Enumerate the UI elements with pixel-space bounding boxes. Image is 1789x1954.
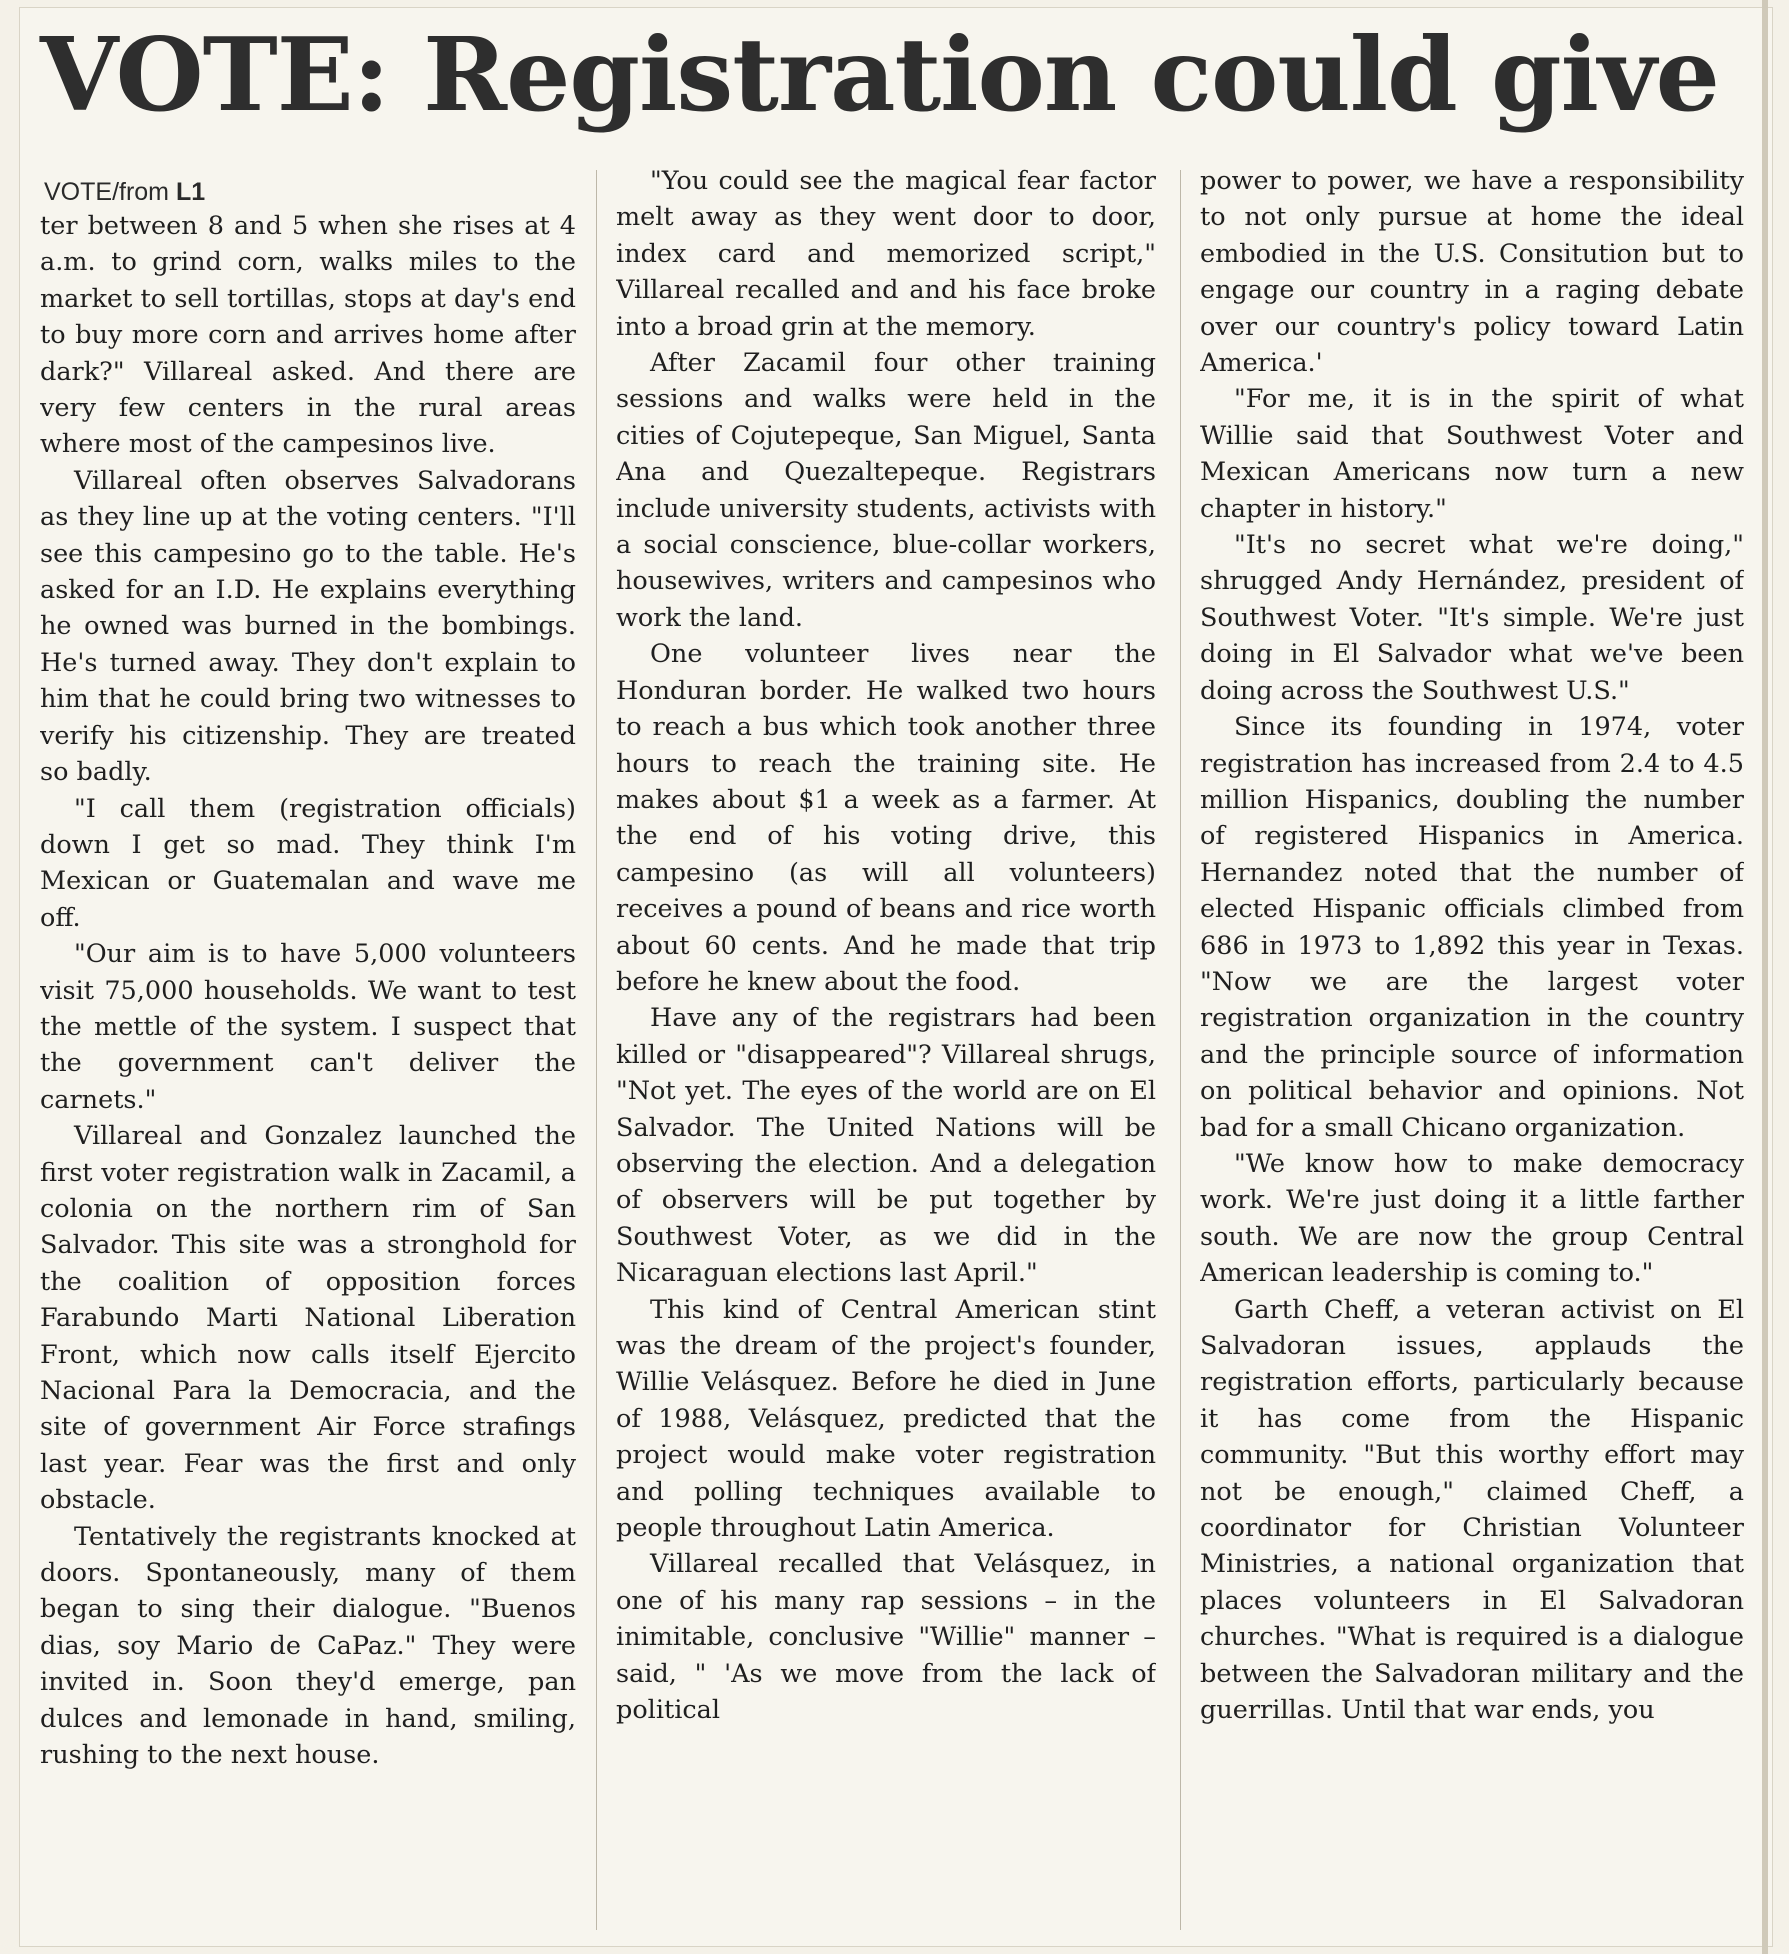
paragraph: "I call them (registration officials) down I get so mad. They think I'm Mexican or Guatemalan and wave me off. <box>40 793 576 933</box>
paragraph: "You could see the magical fear factor melt away as they went door to door, index card and memorized script," Villareal recalled and and his face broke into a broad grin at the memory. <box>616 166 1156 342</box>
paragraph: "We know how to make democracy work. We're just doing it a little farther south. We are now the group Central American leadership is coming to." <box>1200 1148 1744 1289</box>
headline: VOTE: Registration could give <box>40 15 1719 134</box>
paragraph: power to power, we have a responsibility to not only pursue at home the ideal embodied in the U.S. Consitution but to engage our country in a raging debate over our country's policy toward Latin America.' <box>1200 166 1744 379</box>
paragraph: One volunteer lives near the Honduran border. He walked two hours to reach a bus which took another three hours to reach the training site. He makes about $1 a week as a farmer. At the end of his voting drive, this campesino (as will all volunteers) receives a pound of beans and rice worth about 60 cents. And he made that trip before he knew about the food. <box>616 639 1156 997</box>
paragraph: Have any of the registrars had been killed or "disappeared"? Villareal shrugs, "Not yet. The eyes of the world are on El Salvador. The United Nations will be observing the election. And a delegation of observers will be put together by Southwest Voter, as we did in the Nicaraguan elections last April." <box>616 1003 1156 1289</box>
paragraph: This kind of Central American stint was the dream of the project's founder, Willie Velásquez. Before he died in June of 1988, Velásquez, predicted that the project would make voter registration and polling techniques available to people throughout Latin America. <box>616 1294 1156 1544</box>
jump-line <box>44 176 205 208</box>
paragraph: "For me, it is in the spirit of what Willie said that Southwest Voter and Mexican Americans now turn a new chapter in history." <box>1200 384 1744 524</box>
article-column-1 <box>40 208 576 1928</box>
article-column-2 <box>616 163 1156 1883</box>
paragraph: After Zacamil four other training sessions and walks were held in the cities of Cojutepeque, San Miguel, Santa Ana and Quezaltepeque. Registrars include university students, activists with a social conscience, blue-collar workers, housewives, writers and campesinos who work the land. <box>616 348 1156 633</box>
article-column-3 <box>1200 163 1744 1883</box>
paragraph: ter between 8 and 5 when she rises at 4 a.m. to grind corn, walks miles to the market to sell tortillas, stops at day's end to buy more corn and arrives home after dark?" Villareal asked. And there are very few centers in the rural areas where most of the campesinos live. <box>40 211 576 460</box>
column-rule <box>1180 170 1181 1930</box>
paragraph: "It's no secret what we're doing," shrugged Andy Hernández, president of Southwest Voter. "It's simple. We're just doing in El Salvador what we've been doing across the Southwest U.S." <box>1200 530 1744 706</box>
paragraph: Since its founding in 1974, voter registration has increased from 2.4 to 4.5 million Hispanics, doubling the number of registered Hispanics in America. Hernandez noted that the number of elected Hispanic officials climbed from 686 in 1973 to 1,892 this year in Texas. "Now we are the largest voter registration organization in the country and the principle source of information on political behavior and opinions. Not bad for a small Chicano organization. <box>1200 712 1744 1143</box>
paragraph: Garth Cheff, a veteran activist on El Salvadoran issues, applauds the registration efforts, particularly because it has come from the Hispanic community. "But this worthy effort may not be enough," claimed Cheff, a coordinator for Christian Volunteer Ministries, a national organization that places volunteers in El Salvadoran churches. "What is required is a dialogue between the Salvadoran military and the guerrillas. Until that war ends, you <box>1200 1294 1744 1726</box>
paragraph: Villareal recalled that Velásquez, in one of his many rap sessions – in the inimitable, conclusive "Willie" manner – said, " 'As we move from the lack of political <box>616 1549 1156 1726</box>
clipping-edge <box>1762 0 1768 1954</box>
paragraph: Tentatively the registrants knocked at doors. Spontaneously, many of them began to sing their dialogue. "Buenos dias, soy Mario de CaPaz." They were invited in. Soon they'd emerge, pan dulces and lemonade in hand, smiling, rushing to the next house. <box>40 1521 576 1771</box>
paragraph: Villareal and Gonzalez launched the first voter registration walk in Zacamil, a colonia on the northern rim of San Salvador. This site was a stronghold for the coalition of opposition forces Farabundo Marti National Liberation Front, which now calls itself Ejercito Nacional Para la Democracia, and the site of government Air Force strafings last year. Fear was the first and only obstacle. <box>40 1121 576 1516</box>
column-rule <box>596 170 597 1930</box>
jump-page: L1 <box>175 178 206 206</box>
paragraph: Villareal often observes Salvadorans as they line up at the voting centers. "I'll see this campesino go to the table. He's asked for an I.D. He explains everything he owned was burned in the bombings. He's turned away. They don't explain to him that he could bring two witnesses to verify his citizenship. They are treated so badly. <box>40 465 576 788</box>
paragraph: "Our aim is to have 5,000 volunteers visit 75,000 households. We want to test the mettle of the system. I suspect that the government can't deliver the carnets." <box>40 939 576 1115</box>
jump-label: VOTE/from <box>44 178 170 206</box>
